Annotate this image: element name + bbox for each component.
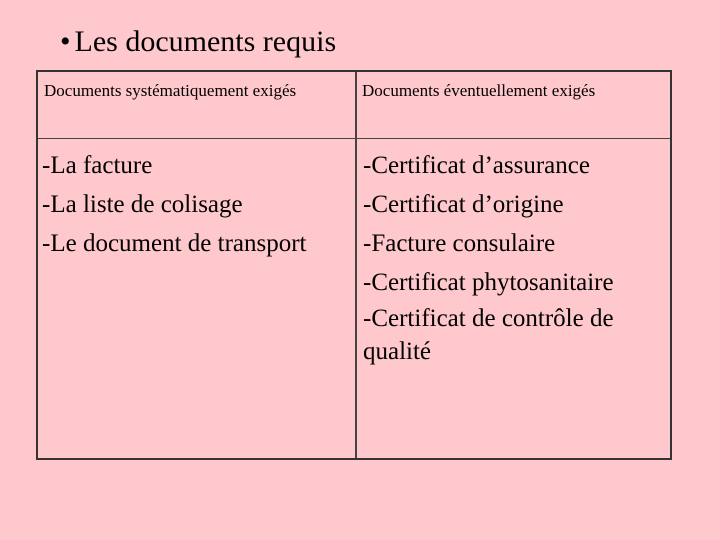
optional-documents-list xyxy=(363,146,663,368)
slide-title-text: Les documents requis xyxy=(74,25,337,58)
list-item: -Certificat d’assurance xyxy=(363,152,590,179)
documents-table xyxy=(36,70,672,460)
required-documents-list xyxy=(42,146,354,263)
list-item: -La liste de colisage xyxy=(42,191,243,218)
list-item: -Facture consulaire xyxy=(363,230,556,257)
slide-title xyxy=(60,22,336,62)
header-divider xyxy=(38,138,670,139)
header-optional-documents: Documents éventuellement exigés xyxy=(362,81,596,100)
list-item: -Le document de transport xyxy=(42,230,307,257)
list-item: -Certificat d’origine xyxy=(363,191,564,218)
header-required-documents: Documents systématiquement exigés xyxy=(44,81,297,100)
list-item: -Certificat de contrôle de qualité xyxy=(363,305,614,365)
list-item: -Certificat phytosanitaire xyxy=(363,269,614,296)
column-divider xyxy=(355,72,357,458)
bullet-icon: • xyxy=(60,25,71,58)
list-item: -La facture xyxy=(42,152,153,179)
